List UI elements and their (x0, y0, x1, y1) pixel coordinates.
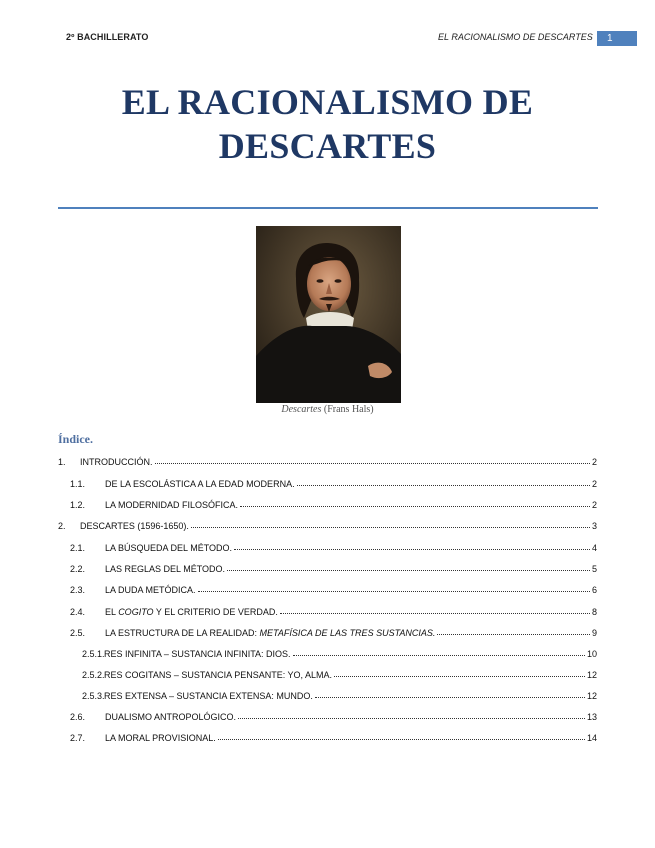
toc-entry-label (80, 521, 189, 531)
toc-entry-text: EL (105, 607, 119, 617)
toc-entry-page: 13 (586, 712, 597, 722)
toc-entry[interactable] (70, 560, 597, 574)
toc-leader-dots (240, 505, 590, 507)
toc-entry-page: 2 (591, 479, 597, 489)
toc-entry-label (105, 712, 236, 722)
page-title-line-1: EL RACIONALISMO DE (121, 82, 534, 122)
toc-leader-dots (191, 526, 590, 528)
toc-entry[interactable] (82, 687, 597, 701)
toc-entry-italic-text: METAFÍSICA DE LAS TRES SUSTANCIAS. (259, 628, 436, 638)
toc-entry-number: 2.2. (70, 564, 86, 574)
toc-leader-dots (198, 590, 590, 592)
toc-entry-text: LA DUDA METÓDICA. (105, 585, 196, 595)
toc-entry-text: DESCARTES (1596-1650). (80, 521, 189, 531)
toc-entry[interactable] (70, 581, 597, 595)
toc-entry-number: 2.7. (70, 733, 86, 743)
toc-leader-dots (280, 612, 590, 614)
toc-entry[interactable] (70, 603, 597, 617)
toc-leader-dots (218, 738, 585, 740)
toc-entry[interactable] (70, 729, 597, 743)
toc-entry-page: 2 (591, 457, 597, 467)
toc-entry-page: 9 (591, 628, 597, 638)
toc-entry-text: LA BÚSQUEDA DEL MÉTODO. (105, 543, 233, 553)
caption-italic: Descartes (281, 404, 322, 415)
toc-entry-text-suffix: Y EL CRITERIO DE VERDAD. (153, 607, 278, 617)
toc-entry-text: INTRODUCCIÓN. (80, 457, 153, 467)
toc-entry-number: 2.6. (70, 712, 86, 722)
toc-entry-text: LAS REGLAS DEL MÉTODO. (105, 564, 226, 574)
toc-entry[interactable] (70, 496, 597, 510)
toc-entry-page: 4 (591, 543, 597, 553)
toc-leader-dots (238, 717, 585, 719)
toc-entry-label (105, 733, 216, 743)
toc-entry[interactable] (58, 517, 597, 531)
toc-entry-page: 10 (586, 649, 597, 659)
toc-entry-label (105, 607, 278, 617)
toc-entry-text: RES EXTENSA – SUSTANCIA EXTENSA: MUNDO. (104, 691, 313, 701)
toc-entry-text: DUALISMO ANTROPOLÓGICO. (105, 712, 237, 722)
running-header-right: EL RACIONALISMO DE DESCARTES (438, 32, 593, 42)
toc-entry-page: 3 (591, 521, 597, 531)
toc-entry-number: 2.4. (70, 607, 86, 617)
toc-entry-label (105, 479, 295, 489)
toc-entry-label (105, 543, 232, 553)
toc-leader-dots (297, 484, 590, 486)
toc-entry[interactable] (70, 708, 597, 722)
toc-entry-text: LA MODERNIDAD FILOSÓFICA. (105, 500, 239, 510)
toc-entry-label (105, 564, 225, 574)
toc-entry-label (104, 670, 332, 680)
page-number-box: 1 (597, 31, 637, 46)
toc-entry[interactable] (70, 539, 597, 553)
toc-entry-text: RES INFINITA – SUSTANCIA INFINITA: DIOS. (104, 649, 291, 659)
toc-entry-text: DE LA ESCOLÁSTICA A LA EDAD MODERNA. (105, 479, 295, 489)
portrait-caption (0, 404, 655, 415)
toc-entry-page: 6 (591, 585, 597, 595)
toc-leader-dots (334, 675, 585, 677)
toc-entry-page: 12 (586, 691, 597, 701)
toc-entry[interactable] (70, 475, 597, 489)
toc-entry-label (104, 691, 313, 701)
toc-leader-dots (293, 654, 585, 656)
toc-entry-page: 14 (586, 733, 597, 743)
toc-entry-number: 1.1. (70, 479, 86, 489)
toc-leader-dots (155, 462, 590, 464)
toc-entry-label (105, 628, 435, 638)
toc-heading: Índice. (58, 432, 94, 446)
toc-entry-italic-text: COGITO (118, 607, 154, 617)
toc-entry-page: 2 (591, 500, 597, 510)
toc-entry-number: 2.5. (70, 628, 86, 638)
toc-leader-dots (227, 569, 590, 571)
descartes-portrait (256, 226, 401, 403)
toc-entry[interactable] (70, 624, 597, 638)
toc-entry-page: 12 (586, 670, 597, 680)
page-title-line-2: DESCARTES (218, 126, 437, 166)
toc-entry-number: 2.1. (70, 543, 86, 553)
toc-entry-number: 2. (58, 521, 66, 531)
toc-leader-dots (437, 633, 590, 635)
toc-entry-number: 1. (58, 457, 66, 467)
title-rule (58, 207, 598, 209)
toc-entry-label (105, 585, 196, 595)
toc-entry-number: 2.5.2. (82, 670, 105, 680)
toc-entry-number: 2.5.1. (82, 649, 105, 659)
caption-rest: (Frans Hals) (321, 404, 374, 415)
toc-entry-number: 2.3. (70, 585, 86, 595)
toc-entry-text: RES COGITANS – SUSTANCIA PENSANTE: YO, ALMA. (104, 670, 333, 680)
toc-entry-label (80, 457, 153, 467)
toc-entry-number: 2.5.3. (82, 691, 105, 701)
toc-entry[interactable] (58, 453, 597, 467)
toc-entry-label (104, 649, 291, 659)
toc-entry-page: 8 (591, 607, 597, 617)
toc-entry-label (105, 500, 238, 510)
toc-leader-dots (315, 696, 585, 698)
toc-leader-dots (234, 548, 590, 550)
toc-entry[interactable] (82, 645, 597, 659)
toc-entry-text: LA ESTRUCTURA DE LA REALIDAD: (105, 628, 260, 638)
toc-entry-page: 5 (591, 564, 597, 574)
toc-entry-number: 1.2. (70, 500, 86, 510)
running-header-left: 2º BACHILLERATO (66, 32, 149, 42)
toc-entry-text: LA MORAL PROVISIONAL. (105, 733, 216, 743)
toc-entry[interactable] (82, 666, 597, 680)
